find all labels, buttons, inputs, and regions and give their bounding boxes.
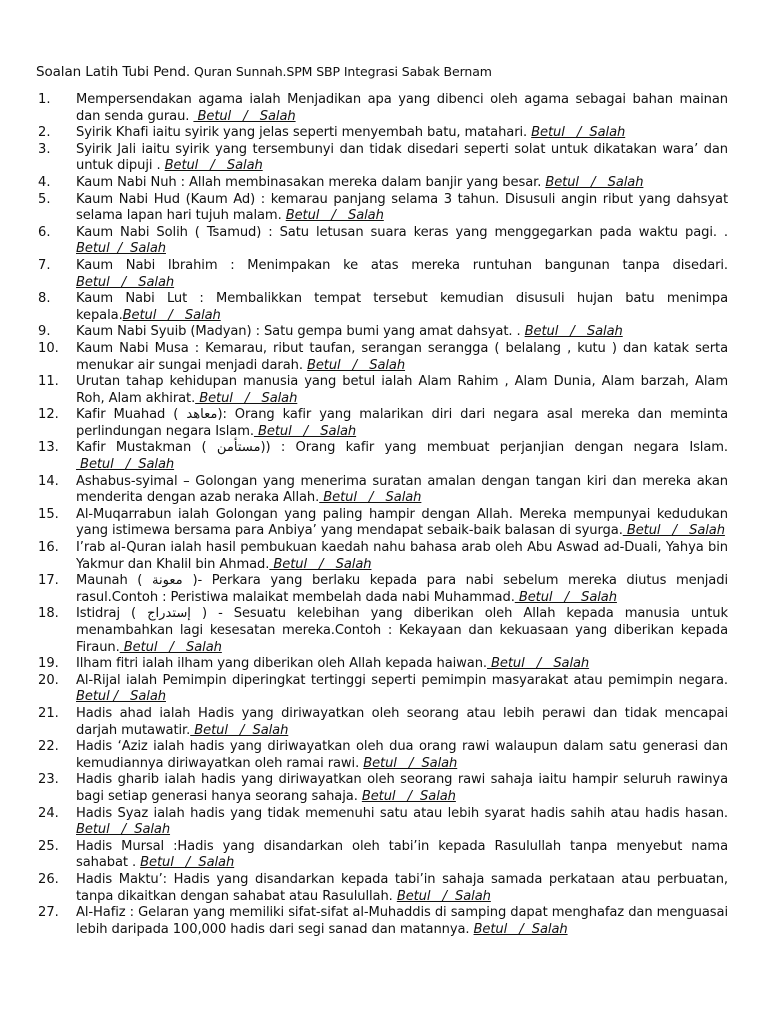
question-statement: Ashabus-syimal – Golongan yang menerima suratan amalan dengan tangan kiri dan mereka akan menderita dengan azab neraka Allah.: [76, 473, 728, 506]
question-item: [38, 806, 728, 839]
answer-choice: Betul / Salah: [486, 656, 590, 672]
question-text: [76, 507, 728, 540]
question-statement: Syirik Khafi iaitu syirik yang jelas seperti menyembah batu, matahari.: [76, 125, 532, 141]
question-statement: Kaum Nabi Ibrahim : Menimpakan ke atas mereka runtuhan bangunan tanpa disedari.: [76, 257, 728, 273]
question-statement: Hadis Syaz ialah hadis yang tidak memenuhi satu atau lebih syarat hadis sahih atau hadis hasan.: [76, 805, 728, 821]
question-statement: Al-Muqarrabun ialah Golongan yang paling hampir dengan Allah. Mereka mempunyai kedudukan yang istimewa bersama para Anbiya’ yang mendapat sebaik-baik balasan di syurga.: [76, 506, 728, 539]
question-number: 21.: [38, 705, 59, 721]
question-text: [76, 142, 728, 175]
question-number: 16.: [38, 540, 59, 556]
question-number: 9.: [38, 324, 51, 340]
question-statement: Hadis Maktu’: Hadis yang disandarkan kepada tabi’in sahaja samada perkataan atau perbuatan, tanpa dikaitkan dengan sahabat atau Rasulullah.: [76, 871, 728, 904]
question-text: [76, 739, 728, 772]
question-item: [38, 872, 728, 905]
answer-choice: Betul / Salah: [76, 822, 171, 838]
question-text: [76, 407, 728, 440]
question-text: [76, 341, 728, 374]
answer-choice: Betul / Salah: [122, 307, 221, 323]
question-text: [76, 905, 728, 938]
answer-choice: Betul / Salah: [531, 125, 626, 141]
question-item: [38, 92, 728, 125]
question-item: [38, 540, 728, 573]
question-number: 26.: [38, 871, 59, 887]
question-statement: Urutan tahap kehidupan manusia yang betul ialah Alam Rahim , Alam Dunia, Alam barzah, Alam Roh, Alam akhirat.: [76, 374, 728, 406]
question-text: [76, 291, 728, 324]
question-number: 6.: [38, 224, 51, 240]
question-item: [38, 440, 728, 473]
question-item: [38, 573, 728, 606]
question-statement: Hadis ‘Aziz ialah hadis yang diriwayatkan oleh dua orang rawi walaupun dalam satu generasi dan kemudiannya diriwayatkan oleh ramai rawi.: [76, 739, 728, 771]
question-number: 8.: [38, 291, 51, 307]
question-number: 27.: [38, 905, 59, 921]
question-statement: Maunah ( معونة )- Perkara yang berlaku kepada para nabi sebelum mereka diutus menjadi rasul.Contoh : Peristiwa malaikat membelah dada nabi Muhammad.: [76, 573, 728, 605]
document-title: [36, 64, 492, 80]
question-statement: Kaum Nabi Nuh : Allah membinasakan mereka dalam banjir yang besar.: [76, 174, 546, 190]
question-item: [38, 407, 728, 440]
question-statement: Kafir Mustakman ( مستأمن)) : Orang kafir yang membuat perjanjian dengan negara Islam.: [76, 440, 728, 456]
answer-choice: Betul / Salah: [119, 639, 222, 655]
answer-choice: Betul / Salah: [253, 423, 357, 439]
question-statement: Ilham fitri ialah ilham yang diberikan oleh Allah kepada haiwan.: [76, 656, 487, 672]
question-statement: Kaum Nabi Hud (Kaum Ad) : kemarau panjang selama 3 tahun. Disusuli angin ribut yang dahsyat selama lapan hari tujuh malam.: [76, 191, 728, 224]
question-statement: Istidraj ( إستدراج ) - Sesuatu kelebihan yang diberikan oleh Allah kepada manusia untuk menambahkan lagi kesesatan mereka.Contoh : Kekayaan dan kekuasaan yang diberikan kepada Firaun.: [76, 606, 728, 655]
answer-choice: Betul / Salah: [514, 589, 617, 605]
question-statement: Al-Rijal ialah Pemimpin diperingkat tertinggi seperti pemimpin masyarakat atau pemimpin negara.: [76, 672, 728, 688]
question-text: [76, 125, 728, 142]
answer-choice: Betul / Salah: [76, 457, 175, 473]
question-item: [38, 656, 728, 673]
question-number: 2.: [38, 125, 51, 141]
question-list: [38, 92, 728, 938]
question-text: [76, 872, 728, 905]
question-item: [38, 125, 728, 142]
question-item: [38, 341, 728, 374]
answer-choice: Betul / Salah: [306, 357, 406, 373]
question-statement: Hadis Mursal :Hadis yang disandarkan oleh tabi’in kepada Rasulullah tanpa menyebut nama sahabat .: [76, 838, 728, 871]
question-statement: Kaum Nabi Syuib (Madyan) : Satu gempa bumi yang amat dahsyat. .: [76, 324, 525, 340]
question-text: [76, 225, 728, 258]
question-number: 7.: [38, 257, 51, 273]
question-number: 22.: [38, 739, 59, 755]
question-statement: Kafir Muahad ( معاهد): Orang kafir yang malarikan diri dari negara asal mereka dan meminta perlindungan negara Islam.: [76, 407, 729, 439]
question-statement: Mempersendakan agama ialah Menjadikan apa yang dibenci oleh agama sebagai bahan mainan dan senda gurau.: [76, 92, 728, 124]
question-number: 25.: [38, 838, 59, 854]
question-number: 5.: [38, 191, 51, 207]
question-text: [76, 673, 728, 706]
answer-choice: Betul / Salah: [363, 755, 458, 771]
question-statement: Hadis ahad ialah Hadis yang diriwayatkan oleh seorang atau lebih perawi dan tidak mencapai darjah mutawatir.: [76, 705, 728, 738]
question-text: [76, 258, 728, 291]
answer-choice: Betul / Salah: [76, 274, 175, 290]
question-item: [38, 474, 728, 507]
question-number: 13.: [38, 440, 59, 456]
question-text: [76, 474, 728, 507]
answer-choice: Betul / Salah: [190, 722, 289, 738]
question-statement: Al-Hafiz : Gelaran yang memiliki sifat-sifat al-Muhaddis di samping dapat menghafaz dan menguasai lebih daripada 100,000 hadis dari segi sanad dan matannya.: [76, 905, 728, 937]
answer-choice: Betul / Salah: [473, 921, 568, 937]
question-text: [76, 839, 728, 872]
question-text: [76, 706, 728, 739]
question-item: [38, 839, 728, 872]
question-item: [38, 374, 728, 407]
question-item: [38, 192, 728, 225]
question-text: [76, 324, 728, 341]
answer-choice: Betul / Salah: [140, 855, 235, 871]
question-text: [76, 772, 728, 805]
answer-choice: Betul / Salah: [76, 241, 166, 257]
question-statement: Kaum Nabi Musa : Kemarau, ribut taufan, serangan serangga ( belalang , kutu ) dan katak serta menukar air sungai menjadi darah.: [76, 340, 728, 373]
question-statement: Hadis gharib ialah hadis yang diriwayatkan oleh seorang rawi sahaja iaitu hampir seluruh rawinya bagi setiap generasi hanya seorang sahaja.: [76, 772, 728, 804]
question-number: 1.: [38, 92, 51, 107]
question-number: 24.: [38, 805, 59, 821]
question-statement: Syirik Jali iaitu syirik yang tersembunyi dan tidak disedari seperti solat untuk dikatakan wara’ dan untuk dipuji .: [76, 141, 728, 174]
question-item: [38, 706, 728, 739]
question-text: [76, 656, 728, 673]
question-item: [38, 772, 728, 805]
question-text: [76, 92, 728, 125]
answer-choice: Betul / Salah: [76, 689, 166, 705]
question-item: [38, 142, 728, 175]
answer-choice: Betul / Salah: [396, 888, 491, 904]
answer-choice: Betul / Salah: [545, 174, 644, 190]
answer-choice: Betul / Salah: [195, 390, 298, 406]
question-text: [76, 606, 728, 656]
question-number: 19.: [38, 656, 59, 672]
question-text: [76, 806, 728, 839]
question-text: [76, 573, 728, 606]
question-number: 10.: [38, 340, 59, 356]
question-number: 3.: [38, 141, 51, 157]
question-item: [38, 291, 728, 324]
answer-choice: Betul / Salah: [164, 158, 263, 174]
title-main: Soalan Latih Tubi Pend.: [36, 64, 191, 80]
question-text: [76, 374, 728, 407]
answer-choice: Betul / Salah: [524, 324, 623, 340]
question-text: [76, 192, 728, 225]
question-text: [76, 440, 728, 473]
question-number: 4.: [38, 174, 51, 190]
question-statement: I’rab al-Quran ialah hasil pembukuan kaedah nahu bahasa arab oleh Abu Aswad ad-Duali, Yahya bin Yakmur dan Khalil bin Ahmad.: [76, 540, 728, 572]
answer-choice: Betul / Salah: [285, 208, 384, 224]
question-number: 23.: [38, 772, 59, 788]
question-item: [38, 905, 728, 938]
question-item: [38, 673, 728, 706]
question-item: [38, 175, 728, 192]
question-text: [76, 175, 728, 192]
answer-choice: Betul / Salah: [193, 108, 296, 124]
answer-choice: Betul / Salah: [622, 523, 725, 539]
question-number: 18.: [38, 606, 59, 622]
question-number: 14.: [38, 473, 59, 489]
question-text: [76, 540, 728, 573]
question-number: 20.: [38, 672, 59, 688]
question-item: [38, 507, 728, 540]
question-item: [38, 258, 728, 291]
answer-choice: Betul / Salah: [269, 556, 372, 572]
answer-choice: Betul / Salah: [319, 490, 422, 506]
question-item: [38, 606, 728, 656]
question-statement: Kaum Nabi Solih ( Tsamud) : Satu letusan suara keras yang menggegarkan pada waktu pagi. .: [76, 224, 728, 240]
answer-choice: Betul / Salah: [361, 788, 456, 804]
question-statement: Kaum Nabi Lut : Membalikkan tempat tersebut kemudian disusuli hujan batu menimpa kepala.: [76, 291, 728, 323]
question-item: [38, 739, 728, 772]
question-number: 12.: [38, 407, 59, 423]
question-number: 17.: [38, 573, 59, 589]
question-number: 15.: [38, 506, 59, 522]
question-number: 11.: [38, 374, 59, 390]
question-item: [38, 324, 728, 341]
title-sub: Quran Sunnah.SPM SBP Integrasi Sabak Bernam: [190, 64, 492, 79]
question-item: [38, 225, 728, 258]
